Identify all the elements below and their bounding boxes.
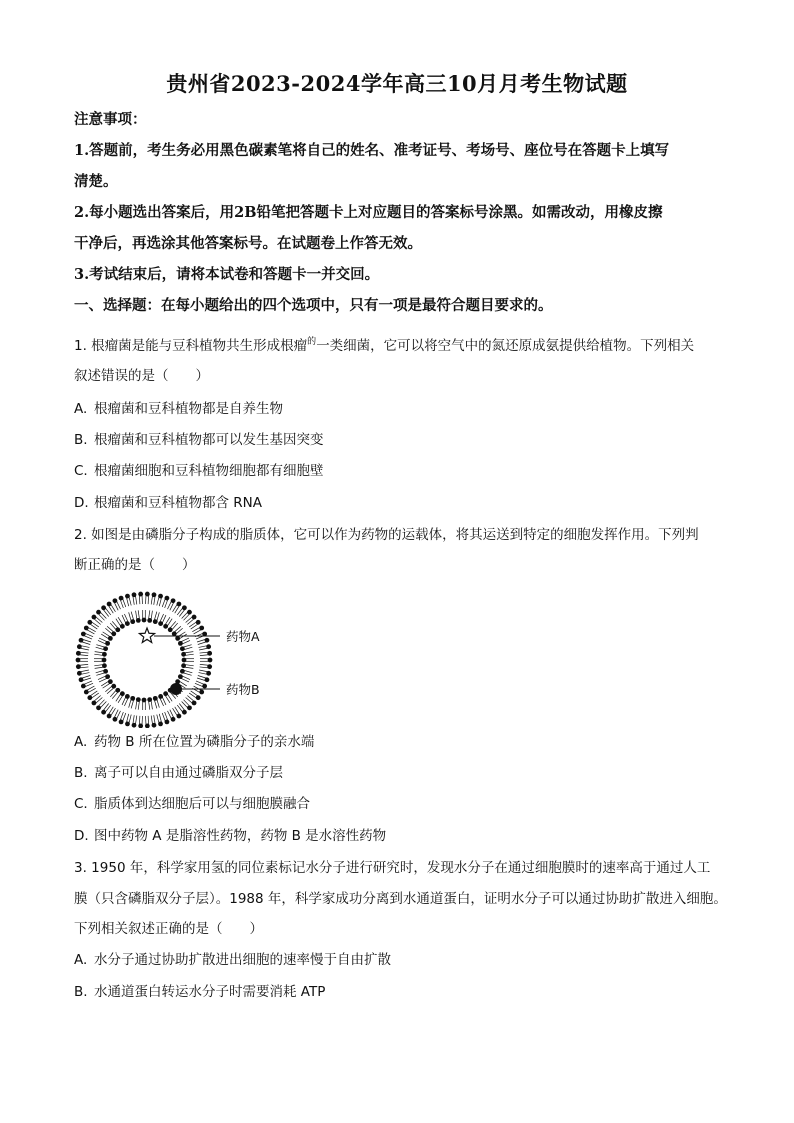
- option-letter: B.: [74, 984, 88, 1000]
- lipid-tail: [103, 683, 111, 688]
- option-letter: B.: [74, 432, 88, 448]
- lipid-tail: [135, 716, 137, 726]
- lipid-tail: [110, 708, 115, 716]
- question-3-line-2: 膜（只含磷脂双分子层）。1988 年，科学家成功分离到水通道蛋白，证明水分子可以通过协助扩散进入细胞。: [74, 891, 727, 907]
- lipid-tail: [129, 698, 132, 708]
- lipid-tail: [151, 716, 153, 726]
- option-letter: A.: [74, 401, 88, 417]
- option-letter: A.: [74, 734, 88, 750]
- lipid-tail: [198, 641, 208, 644]
- lipid-tail: [157, 596, 160, 606]
- option-letter: A.: [74, 952, 88, 968]
- lipid-head: [142, 618, 147, 623]
- question-1-option-b: [74, 429, 324, 451]
- option-letter: D.: [74, 828, 89, 844]
- lipid-tail: [101, 681, 109, 686]
- question-1-option-c: [74, 460, 324, 482]
- lipid-tail: [194, 629, 203, 634]
- lipid-tail: [89, 623, 97, 629]
- outer-lipid-layer: [76, 592, 213, 728]
- lipid-tail: [129, 596, 132, 606]
- lipid-tail: [142, 716, 143, 726]
- question-1-text-a: 1. 根瘤菌是能与豆科植物共生形成根瘤: [74, 338, 308, 354]
- lipid-tail: [129, 612, 132, 622]
- question-2-option-a: [74, 731, 314, 753]
- lipid-tail: [101, 634, 109, 639]
- notice-item-1-line-2: 清楚。: [74, 173, 118, 190]
- option-text: 药物 B 所在位置为磷脂分子的亲水端: [94, 734, 315, 750]
- option-letter: B.: [74, 765, 88, 781]
- lipid-tail: [175, 628, 183, 635]
- lipid-head: [76, 658, 81, 663]
- lipid-head: [208, 658, 213, 663]
- lipid-tail: [129, 715, 132, 725]
- lipid-tail: [105, 628, 113, 635]
- lipid-tail: [96, 645, 106, 648]
- lipid-tail: [118, 694, 123, 702]
- option-letter: C.: [74, 796, 88, 812]
- question-3-line-3: 下列相关叙述正确的是（ ）: [74, 921, 263, 937]
- lipid-tail: [96, 673, 106, 676]
- notice-heading: 注意事项：: [74, 111, 147, 128]
- lipid-tail: [105, 685, 113, 692]
- lipid-tail: [165, 617, 170, 625]
- lipid-tail: [199, 670, 209, 672]
- lipid-tail: [157, 612, 160, 622]
- lipid-tail: [146, 594, 147, 604]
- lipid-tail: [167, 619, 172, 627]
- option-text: 根瘤菌和豆科植物都可以发生基因突变: [94, 432, 324, 448]
- lipid-tail: [198, 676, 208, 679]
- option-text: 离子可以自由通过磷脂双分子层: [94, 765, 283, 781]
- lipid-head: [142, 698, 147, 703]
- drug-b-dot-icon: [170, 683, 182, 695]
- inner-lipid-layer: [94, 610, 194, 710]
- question-3-option-b: [74, 981, 325, 1003]
- drug-a-star-icon: [139, 628, 154, 642]
- lipid-head: [182, 658, 187, 663]
- lipid-tail: [79, 670, 89, 672]
- lipid-tail: [194, 686, 203, 691]
- option-text: 根瘤菌和豆科植物都含 RNA: [94, 495, 263, 511]
- question-1-superscript: 的: [307, 337, 317, 347]
- lipid-tail: [173, 603, 178, 611]
- lipid-tail: [191, 691, 199, 697]
- option-text: 图中药物 A 是脂溶性药物，药物 B 是水溶性药物: [94, 828, 387, 844]
- question-1-option-d: [74, 492, 262, 514]
- lipid-tail: [151, 595, 153, 605]
- lipid-tail: [199, 648, 209, 650]
- lipid-tail: [191, 623, 199, 629]
- option-text: 水分子通过协助扩散进出细胞的速率慢于自由扩散: [94, 952, 391, 968]
- lipid-tail: [81, 641, 91, 644]
- lipid-tail: [89, 691, 97, 697]
- lipid-tail: [79, 648, 89, 650]
- question-1-option-a: [74, 398, 283, 420]
- lipid-tail: [182, 673, 192, 676]
- lipid-tail: [116, 619, 121, 627]
- option-text: 根瘤菌细胞和豆科植物细胞都有细胞壁: [94, 463, 324, 479]
- section-heading: 一、选择题：在每小题给出的四个选项中，只有一项是最符合题目要求的。: [74, 297, 553, 314]
- lipid-tail: [118, 617, 123, 625]
- question-1-text-b: 一类细菌，它可以将空气中的氮还原成氨提供给植物。下列相关: [316, 338, 695, 354]
- lipid-tail: [142, 594, 143, 604]
- lipid-tail: [157, 698, 160, 708]
- drug-a-label: 药物A: [226, 629, 260, 644]
- lipid-head: [102, 658, 107, 663]
- question-1-line-2: 叙述错误的是（ ）: [74, 368, 209, 384]
- lipid-tail: [157, 715, 160, 725]
- question-2-line-1: 2. 如图是由磷脂分子构成的脂质体，它可以作为药物的运载体，将其运送到特定的细胞发挥作用。下列判: [74, 527, 699, 543]
- question-2-option-d: [74, 825, 386, 847]
- option-text: 根瘤菌和豆科植物都是自养生物: [94, 401, 283, 417]
- option-letter: C.: [74, 463, 88, 479]
- lipid-tail: [169, 621, 176, 629]
- question-1-line-1: [74, 327, 734, 362]
- lipid-tail: [165, 694, 170, 702]
- lipid-tail: [182, 645, 192, 648]
- question-2-option-c: [74, 793, 310, 815]
- drug-b-label: 药物B: [226, 682, 260, 697]
- page-title: 贵州省2023-2024学年高三10月月考生物试题: [166, 71, 628, 96]
- lipid-tail: [146, 716, 147, 726]
- option-text: 水通道蛋白转运水分子时需要消耗 ATP: [94, 984, 326, 1000]
- notice-item-2-line-2: 干净后，再选涂其他答案标号。在试题卷上作答无效。: [74, 235, 422, 252]
- lipid-tail: [116, 693, 121, 701]
- option-letter: D.: [74, 495, 89, 511]
- notice-item-2-line-1: 2.每小题选出答案后，用2B铅笔把答题卡上对应题目的答案标号涂黑。如需改动，用橡皮擦: [74, 204, 663, 221]
- lipid-tail: [86, 686, 95, 691]
- lipid-tail: [173, 708, 178, 716]
- lipid-tail: [110, 603, 115, 611]
- lipid-tail: [103, 632, 111, 637]
- option-text: 脂质体到达细胞后可以与细胞膜融合: [94, 796, 310, 812]
- notice-item-3: 3.考试结束后，请将本试卷和答题卡一并交回。: [74, 266, 380, 283]
- notice-item-1-line-1: 1.答题前，考生务必用黑色碳素笔将自己的姓名、准考证号、考场号、座位号在答题卡上填写: [74, 142, 670, 159]
- lipid-tail: [135, 595, 137, 605]
- question-2-line-2: 断正确的是（ ）: [74, 557, 196, 573]
- lipid-tail: [86, 629, 95, 634]
- question-3-line-1: 3. 1950 年，科学家用氢的同位素标记水分子进行研究时，发现水分子在通过细胞膜时的速率高于通过人工: [74, 860, 711, 876]
- question-3-option-a: [74, 949, 391, 971]
- lipid-tail: [178, 634, 186, 639]
- question-2-option-b: [74, 762, 283, 784]
- lipid-tail: [81, 676, 91, 679]
- lipid-tail: [112, 691, 119, 699]
- lipid-tail: [112, 621, 119, 629]
- lipid-tail: [167, 693, 172, 701]
- liposome-diagram: [72, 588, 292, 728]
